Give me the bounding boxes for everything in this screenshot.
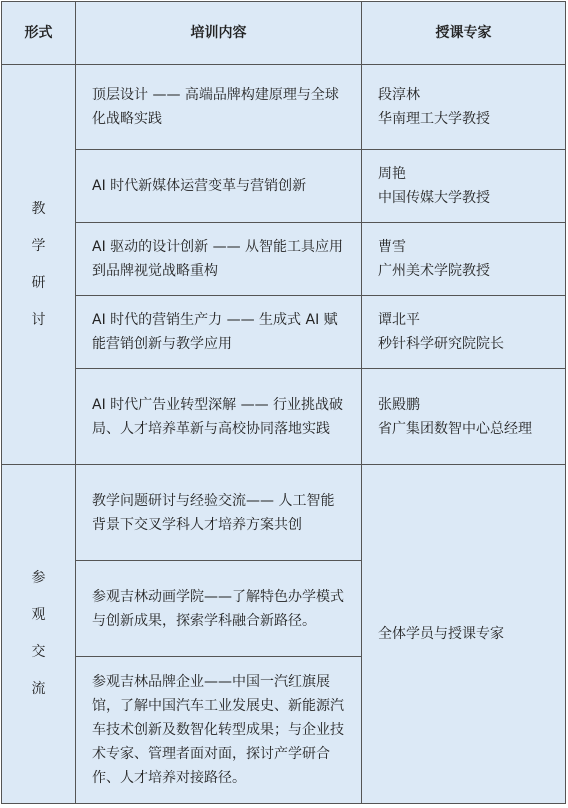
form-char: 教 — [31, 200, 46, 217]
header-row — [2, 2, 566, 65]
training-schedule-table — [1, 1, 566, 804]
table-row — [2, 465, 566, 561]
header-content: 培训内容 — [76, 2, 362, 65]
content-cell: 顶层设计 —— 高端品牌构建原理与全球化战略实践 — [76, 65, 362, 150]
expert-name: 张殿鹏 — [378, 396, 420, 413]
expert-title: 广州美术学院教授 — [378, 263, 490, 279]
shared-expert-cell: 全体学员与授课专家 — [362, 465, 566, 804]
form-cell-seminar — [2, 65, 76, 465]
form-char: 流 — [31, 681, 46, 697]
expert-cell — [362, 296, 566, 369]
form-char: 讨 — [31, 311, 46, 328]
form-char: 研 — [31, 274, 46, 291]
table-row — [2, 369, 566, 465]
content-cell: AI 驱动的设计创新 —— 从智能工具应用到品牌视觉战略重构 — [76, 223, 362, 296]
expert-name: 曹雪 — [378, 239, 406, 255]
form-char: 参 — [31, 570, 46, 586]
table-row — [2, 65, 566, 150]
form-cell-visit — [2, 465, 76, 804]
expert-title: 中国传媒大学教授 — [378, 190, 490, 206]
content-cell: AI 时代广告业转型深解 —— 行业挑战破局、人才培养革新与高校协同落地实践 — [76, 369, 362, 465]
expert-cell — [362, 150, 566, 223]
header-form: 形式 — [2, 2, 76, 65]
header-expert: 授课专家 — [362, 2, 566, 65]
table-row — [2, 296, 566, 369]
expert-name: 周艳 — [378, 166, 406, 182]
expert-cell — [362, 369, 566, 465]
expert-name: 谭北平 — [378, 312, 420, 328]
expert-cell — [362, 223, 566, 296]
content-cell: AI 时代新媒体运营变革与营销创新 — [76, 150, 362, 223]
expert-title: 华南理工大学教授 — [378, 111, 490, 127]
form-char: 观 — [31, 607, 46, 623]
form-char: 交 — [31, 644, 46, 660]
expert-title: 秒针科学研究院院长 — [378, 336, 504, 352]
content-cell: 教学问题研讨与经验交流—— 人工智能背景下交叉学科人才培养方案共创 — [76, 465, 362, 561]
expert-title: 省广集团数智中心总经理 — [378, 420, 532, 437]
expert-cell — [362, 65, 566, 150]
expert-name: 段淳林 — [378, 87, 420, 103]
form-char: 学 — [31, 237, 46, 254]
table-row — [2, 150, 566, 223]
content-cell: 参观吉林品牌企业——中国一汽红旗展馆，了解中国汽车工业发展史、新能源汽车技术创新及数智化转型成果；与企业技术专家、管理者面对面，探讨产学研合作、人才培养对接路径。 — [76, 657, 362, 804]
content-cell: AI 时代的营销生产力 —— 生成式 AI 赋能营销创新与教学应用 — [76, 296, 362, 369]
content-cell: 参观吉林动画学院——了解特色办学模式与创新成果，探索学科融合新路径。 — [76, 561, 362, 657]
table-row — [2, 223, 566, 296]
